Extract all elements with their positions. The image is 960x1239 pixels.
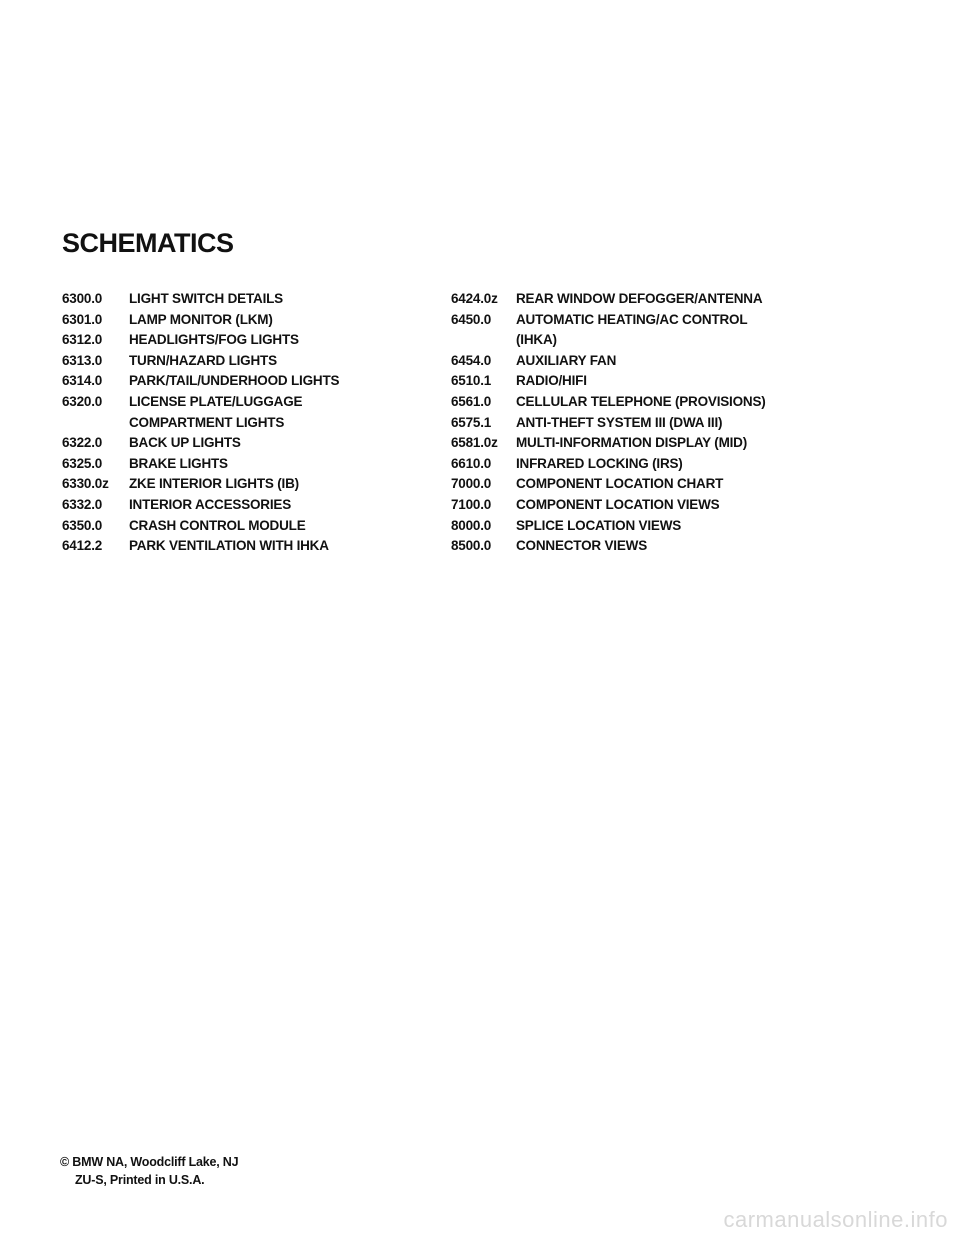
- schematic-code: 8000.0: [451, 517, 492, 533]
- list-item: [451, 536, 851, 557]
- schematic-code: 6412.2: [62, 538, 103, 554]
- list-item: [451, 289, 851, 310]
- schematic-code: 6322.0: [62, 435, 103, 451]
- schematic-title: TURN/HAZARD LIGHTS: [129, 352, 277, 368]
- list-item: [62, 351, 422, 372]
- schematic-code: 6510.1: [451, 373, 492, 389]
- list-item: [451, 310, 851, 351]
- schematic-title: SPLICE LOCATION VIEWS: [516, 517, 682, 533]
- list-item: [62, 474, 422, 495]
- list-item: [62, 371, 422, 392]
- print-location-line: ZU-S, Printed in U.S.A.: [75, 1172, 205, 1187]
- schematic-code: 6450.0: [451, 311, 492, 327]
- list-item: [451, 495, 851, 516]
- schematic-code: 6424.0z: [451, 291, 498, 306]
- schematic-title: COMPONENT LOCATION VIEWS: [516, 496, 720, 512]
- list-item: [451, 392, 851, 413]
- copyright-footer: [60, 1154, 238, 1189]
- schematic-code: 6575.1: [451, 414, 492, 430]
- list-item: [451, 454, 851, 475]
- list-item: [451, 351, 851, 372]
- schematic-title: ANTI-THEFT SYSTEM III (DWA III): [516, 414, 723, 430]
- list-item: [451, 413, 851, 434]
- schematic-title: BACK UP LIGHTS: [129, 435, 241, 451]
- schematic-code: 6312.0: [62, 332, 103, 348]
- list-item: [62, 454, 422, 475]
- schematic-code: 6325.0: [62, 455, 103, 471]
- schematic-code: 6350.0: [62, 517, 103, 533]
- schematic-title: RADIO/HIFI: [516, 373, 587, 389]
- schematic-title: LICENSE PLATE/LUGGAGE COMPARTMENT LIGHTS: [129, 393, 303, 430]
- schematic-code: 6454.0: [451, 352, 492, 368]
- list-item: [451, 433, 851, 454]
- schematic-title: PARK VENTILATION WITH IHKA: [129, 538, 329, 554]
- schematic-code: 7100.0: [451, 496, 492, 512]
- schematic-title: INFRARED LOCKING (IRS): [516, 455, 683, 471]
- schematic-title: AUXILIARY FAN: [516, 352, 617, 368]
- schematic-code: 6301.0: [62, 311, 103, 327]
- schematic-title: PARK/TAIL/UNDERHOOD LIGHTS: [129, 373, 340, 389]
- schematic-title: COMPONENT LOCATION CHART: [516, 476, 724, 492]
- schematic-code: 6561.0: [451, 393, 492, 409]
- schematic-title: HEADLIGHTS/FOG LIGHTS: [129, 332, 299, 348]
- schematics-list-left: [62, 289, 422, 557]
- schematic-code: 6610.0: [451, 455, 492, 471]
- schematic-code: 7000.0: [451, 476, 492, 492]
- schematic-title: CRASH CONTROL MODULE: [129, 517, 306, 533]
- schematic-title: ZKE INTERIOR LIGHTS (IB): [129, 476, 299, 492]
- schematic-code: 6320.0: [62, 393, 103, 409]
- copyright-line: © BMW NA, Woodcliff Lake, NJ: [60, 1155, 239, 1169]
- list-item: [62, 392, 422, 433]
- schematic-code: 6330.0z: [62, 476, 109, 492]
- list-item: [62, 516, 422, 537]
- list-item: [62, 310, 422, 331]
- schematic-title: AUTOMATIC HEATING/AC CONTROL (IHKA): [516, 311, 748, 348]
- schematic-title: REAR WINDOW DEFOGGER/ANTENNA: [516, 291, 763, 306]
- schematic-title: CELLULAR TELEPHONE (PROVISIONS): [516, 393, 766, 409]
- list-item: [62, 289, 422, 310]
- list-item: [451, 371, 851, 392]
- list-item: [62, 330, 422, 351]
- schematic-code: 6300.0: [62, 291, 103, 306]
- schematic-title: MULTI-INFORMATION DISPLAY (MID): [516, 435, 748, 451]
- list-item: [451, 474, 851, 495]
- schematic-title: LAMP MONITOR (LKM): [129, 311, 273, 327]
- schematic-code: 8500.0: [451, 538, 492, 554]
- list-item: [451, 516, 851, 537]
- schematic-title: LIGHT SWITCH DETAILS: [129, 291, 283, 306]
- schematic-code: 6314.0: [62, 373, 103, 389]
- list-item: [62, 433, 422, 454]
- list-item: [62, 495, 422, 516]
- schematic-title: INTERIOR ACCESSORIES: [129, 496, 292, 512]
- schematic-title: BRAKE LIGHTS: [129, 455, 228, 471]
- list-item: [62, 536, 422, 557]
- schematic-title: CONNECTOR VIEWS: [516, 538, 648, 554]
- page-title: SCHEMATICS: [62, 228, 234, 258]
- schematic-code: 6313.0: [62, 352, 103, 368]
- site-watermark: carmanualsonline.info: [723, 1207, 948, 1232]
- schematics-list-right: [451, 289, 851, 557]
- schematic-code: 6332.0: [62, 496, 103, 512]
- schematic-code: 6581.0z: [451, 435, 498, 451]
